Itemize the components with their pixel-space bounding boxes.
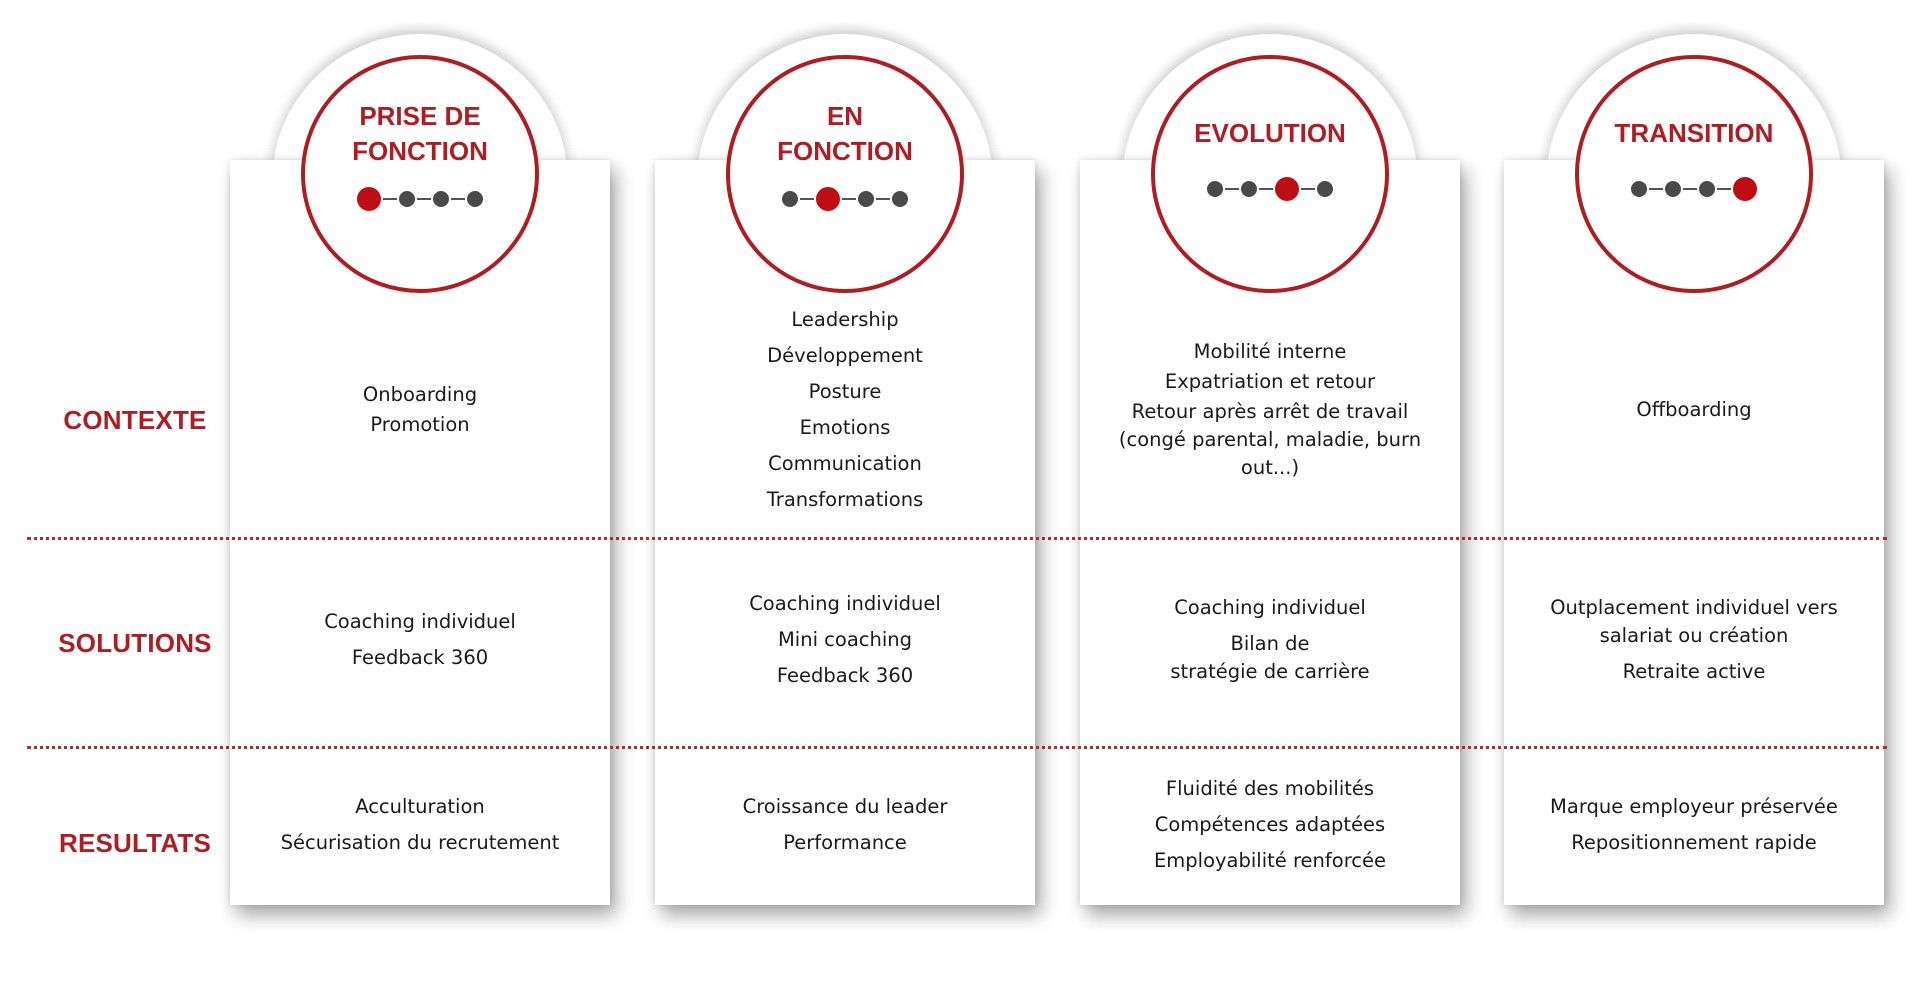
progress-connector	[1649, 188, 1663, 190]
resultats-item: Marque employeur préservée	[1550, 795, 1838, 818]
cell-solutions	[230, 540, 610, 740]
stage-ring	[1575, 55, 1813, 293]
progress-connector	[451, 198, 465, 200]
progress-connector	[800, 198, 814, 200]
solutions-item: Coaching individuel	[1174, 596, 1366, 619]
stage-progress-dots	[305, 187, 535, 211]
cell-resultats	[1080, 755, 1460, 895]
contexte-item: Emotions	[799, 416, 891, 439]
progress-connector	[1717, 188, 1731, 190]
progress-dot	[433, 191, 449, 207]
cell-solutions	[1080, 540, 1460, 740]
progress-connector	[1225, 188, 1239, 190]
solutions-item: Outplacement individuel vers salariat ou création	[1550, 596, 1838, 647]
stage-ring	[726, 55, 964, 293]
progress-dot	[1317, 181, 1333, 197]
resultats-item: Sécurisation du recrutement	[280, 831, 560, 854]
cell-resultats	[1504, 755, 1884, 895]
stage-progress-dots	[1155, 177, 1385, 201]
progress-dot-active	[1733, 177, 1757, 201]
stage-ring	[301, 55, 539, 293]
solutions-item: Feedback 360	[351, 646, 489, 669]
contexte-item: Expatriation et retour	[1164, 370, 1376, 393]
resultats-item: Acculturation	[355, 795, 485, 818]
contexte-item: Offboarding	[1636, 398, 1752, 421]
contexte-item: Promotion	[370, 413, 470, 436]
stage-progress-dots	[1579, 177, 1809, 201]
resultats-item: Employabilité renforcée	[1153, 849, 1387, 872]
row-label-resultats: RESULTATS	[58, 828, 211, 858]
cell-resultats	[230, 755, 610, 895]
row-label-contexte: CONTEXTE	[63, 405, 207, 435]
progress-dot	[1699, 181, 1715, 197]
resultats-item: Compétences adaptées	[1154, 813, 1386, 836]
stage-progress-dots	[730, 187, 960, 211]
divider-solutions-resultats	[27, 746, 1887, 749]
stage-title: PRISE DE FONCTION	[352, 101, 488, 166]
progress-dot	[892, 191, 908, 207]
solutions-item: Coaching individuel	[749, 592, 941, 615]
progress-dot	[858, 191, 874, 207]
contexte-item: Onboarding	[362, 383, 478, 406]
progress-dot	[399, 191, 415, 207]
progress-dot	[1665, 181, 1681, 197]
solutions-item: Mini coaching	[777, 628, 913, 651]
progress-connector	[876, 198, 890, 200]
stage-title: EVOLUTION	[1194, 118, 1346, 148]
contexte-item: Développement	[767, 344, 923, 367]
progress-connector	[417, 198, 431, 200]
solutions-item: Bilan de stratégie de carrière	[1170, 632, 1370, 683]
progress-dot	[782, 191, 798, 207]
contexte-item: Transformations	[766, 488, 924, 511]
cell-contexte	[1504, 290, 1884, 530]
divider-contexte-solutions	[27, 537, 1887, 540]
row-label-solutions: SOLUTIONS	[58, 628, 212, 658]
resultats-item: Croissance du leader	[742, 795, 948, 818]
resultats-item: Performance	[783, 831, 907, 854]
cell-solutions	[1504, 540, 1884, 740]
progress-connector	[1259, 188, 1273, 190]
progress-dot-active	[1275, 177, 1299, 201]
resultats-item: Repositionnement rapide	[1571, 831, 1817, 854]
solutions-item: Feedback 360	[776, 664, 914, 687]
progress-connector	[383, 198, 397, 200]
contexte-item: Mobilité interne	[1193, 340, 1347, 363]
resultats-item: Fluidité des mobilités	[1165, 777, 1375, 800]
cell-contexte	[655, 290, 1035, 530]
progress-connector	[1301, 188, 1315, 190]
progress-connector	[842, 198, 856, 200]
contexte-item: Retour après arrêt de travail (congé parental, maladie, burn out...)	[1118, 400, 1422, 479]
progress-dot	[1241, 181, 1257, 197]
cell-resultats	[655, 755, 1035, 895]
progress-connector	[1683, 188, 1697, 190]
progress-dot	[1631, 181, 1647, 197]
stage-title: EN FONCTION	[777, 101, 913, 166]
contexte-item: Communication	[768, 452, 922, 475]
cell-contexte	[230, 290, 610, 530]
solutions-item: Coaching individuel	[324, 610, 516, 633]
progress-dot	[1207, 181, 1223, 197]
progress-dot-active	[357, 187, 381, 211]
solutions-item: Retraite active	[1622, 660, 1766, 683]
cell-contexte	[1080, 290, 1460, 530]
stage-title: TRANSITION	[1614, 118, 1774, 148]
contexte-item: Leadership	[791, 308, 899, 331]
progress-dot-active	[816, 187, 840, 211]
progress-dot	[467, 191, 483, 207]
cell-solutions	[655, 540, 1035, 740]
stage-ring	[1151, 55, 1389, 293]
contexte-item: Posture	[808, 380, 882, 403]
